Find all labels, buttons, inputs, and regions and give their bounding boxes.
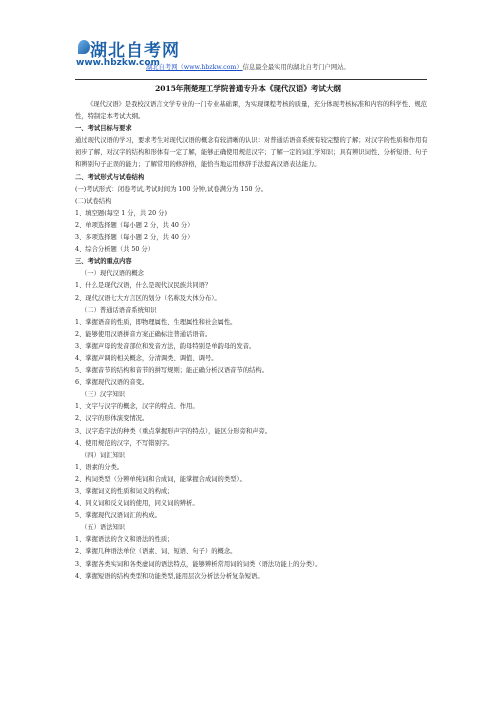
site-link[interactable]: 湖北自考网 (146, 64, 178, 71)
outline-line: 2、能够使用汉语拼音方案正确标注普通话语音。 (75, 330, 212, 338)
outline-line: 3、多项选择题（每小题 2 分，共 40 分） (75, 234, 194, 242)
document-title: 2015年荆楚理工学院普通专升本《现代汉语》考试大纲 (155, 84, 341, 93)
section-heading: 三、考试的重点内容 (75, 258, 132, 266)
header-divider (75, 79, 427, 80)
outline-line: 1、掌握语法的含义和语法的性质； (75, 536, 174, 544)
subsection-heading: （五）语法知识 (81, 524, 126, 532)
section-heading: 二、考试形式与试卷结构 (75, 173, 145, 181)
logo-text: 湖北自考网 (90, 41, 180, 61)
outline-line: 5、掌握现代汉语词汇的构成。 (75, 512, 161, 520)
outline-line: 2、汉字的形体演变情况。 (75, 415, 149, 423)
outline-line: 4、掌握短语的结构类型和功能类型,能用层次分析法分析复杂短语。 (75, 572, 264, 580)
outline-line: 1、填空题(每空 1 分，共 20 分) (75, 209, 167, 217)
logo-url: www.hbzkw.com (76, 58, 160, 68)
outline-line: 3、掌握词义的性质和词义的构成； (75, 488, 174, 495)
subsection-heading: （四）词汇知识 (81, 451, 126, 459)
outline-line: 1、掌握语音的性质，即物理属性、生理属性和社会属性。 (75, 318, 237, 326)
site-url-link[interactable]: www.hbzkw.com (183, 64, 237, 71)
outline-line: 1、语素的分类。 (75, 463, 124, 471)
outline-line: 5、掌握音节的结构和音节的拼写规则；能正确分析汉语音节的结构。 (75, 367, 268, 375)
site-url-prefix[interactable]: （ (177, 64, 184, 71)
outline-line: 1、什么是现代汉语，什么是现代汉民族共同语？ (75, 282, 212, 290)
outline-line: 2、构词类型（分辨单纯词和合成词，能掌握合成词的类型）。 (75, 475, 246, 483)
outline-line: 4、使用规范的汉字，不写错别字。 (75, 439, 174, 447)
intro-paragraph: 《现代汉语》是我校汉语言文学专业的一门专业基础课，为实现课程考核的质量，充分体现考核标准和内容的科学性、规范性，特制定本考试大纲。 (75, 101, 428, 121)
outline-line: 4、综合分析题（共 50 分） (75, 246, 154, 254)
subsection-heading: （一）现代汉语的概念 (81, 270, 144, 278)
outline-line: 4、掌握声调的相关概念，分清调类、调值、调号。 (75, 354, 218, 362)
header-tagline (146, 62, 350, 71)
outline-line: 通过现代汉语的学习，要求考生对现代汉语的概念有较清晰的认识：对普通话语音系统有较完整的了解；对汉字的性质和作用有初步了解，对汉字的结构和形体有一定了解，能够正确使用规范汉字；了解一定的词汇学知识；具有辨识词性、分析短语、句子和辨别句子正误的能力；了解常用的修辞格，能恰当地运用修辞手法提高汉语表达能力。 (75, 137, 428, 169)
tagline-text: 信息最全最实用的湖北自考门户网站。 (242, 64, 350, 71)
outline-line: 2、掌握几种语法单位（语素、词、短语、句子）的概念。 (75, 548, 237, 556)
outline-line: (二)试卷结构 (75, 197, 112, 205)
outline-line: 3、掌握各类实词和各类虚词的语法特点，能够辨析常用词的词类（语法功能上的分类）。 (75, 560, 322, 568)
site-header (76, 36, 426, 76)
subsection-heading: （二）普通话语音系统知识 (81, 306, 157, 314)
outline-line: 2、现代汉语七大方言区的划分（名称及大体分布）。 (75, 294, 221, 302)
outline-line: 2、单项选择题（每小题 2 分，共 40 分） (75, 221, 194, 229)
outline-line: 1、文字与汉字的概念，汉字的特点、作用。 (75, 403, 199, 411)
outline-line: (一)考试形式：闭卷考试,考试时间为 100 分钟,试卷满分为 150 分。 (75, 185, 268, 193)
site-url-suffix[interactable]: ） (236, 64, 243, 71)
logo-swoosh-icon (78, 40, 90, 54)
outline-line: 6、掌握现代汉语的音变。 (75, 379, 149, 387)
outline-line: 4、同义词和反义词的使用，同义词的辨析。 (75, 500, 199, 508)
outline-lines (75, 123, 430, 583)
outline-line: 3、汉字造字法的种类（重点掌握形声字的特点），能区分形旁和声旁。 (75, 427, 272, 435)
subsection-heading: （三）汉字知识 (81, 391, 126, 399)
document-body (75, 99, 430, 583)
outline-line: 3、掌握声母的发音部位和发音方法，韵母特别是单韵母的发音。 (75, 342, 256, 350)
section-heading: 一、考试目标与要求 (75, 125, 132, 133)
